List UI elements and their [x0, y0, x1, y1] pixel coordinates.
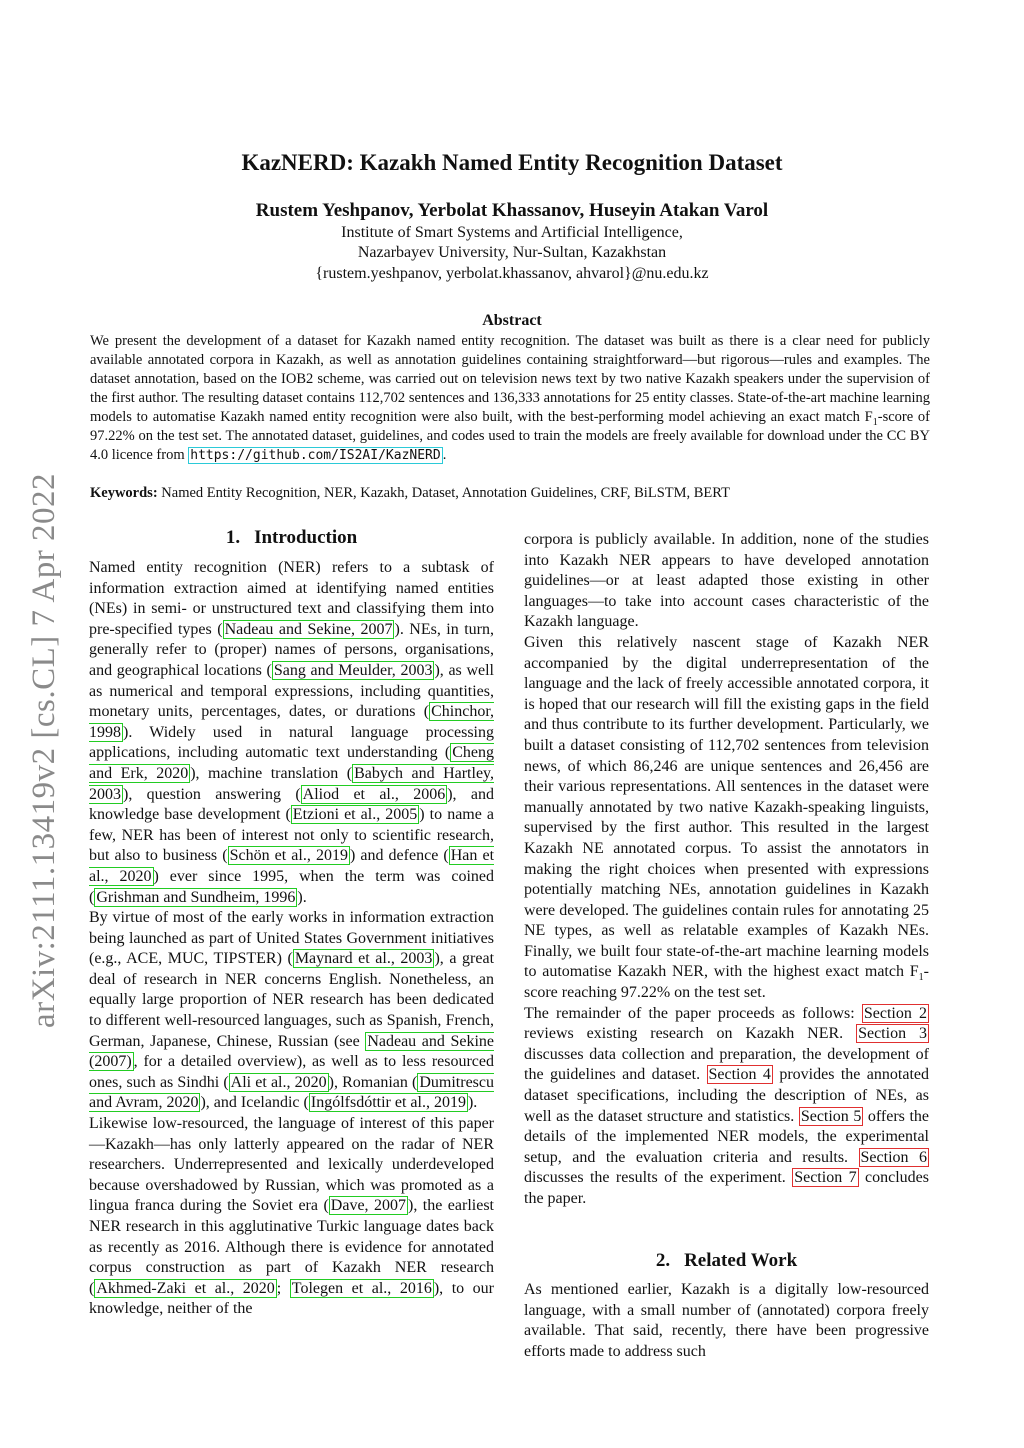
text: concludes the paper.	[524, 1169, 929, 1207]
f1-subscript: 1	[872, 416, 878, 428]
text: ) ever since 1995, when the term was coined (	[89, 867, 494, 906]
related-work-paragraph: As mentioned earlier, Kazakh is a digitally low-resourced language, with a small number of (annotated) corpora freely available. That said, recently, there have been progressive efforts made to address such	[524, 1281, 929, 1360]
text: ), Romanian (	[328, 1073, 418, 1091]
right-column	[524, 530, 929, 1210]
related-work-number: 2.	[655, 1250, 671, 1271]
text: ), machine translation (	[190, 764, 353, 782]
section-7-link[interactable]: Section 7	[794, 1169, 857, 1187]
text: reviews existing research on Kazakh NER.	[524, 1025, 857, 1043]
text: ), the earliest NER research in this agglutinative Turkic language dates back as recently as 2016. Although there is evidence for annotated corpus construction as part of Kazakh NER research (	[89, 1197, 494, 1297]
text: offers the details of the implemented NER models, the experimental setup, and the evaluation criteria and results.	[524, 1107, 929, 1166]
text: , for a detailed overview), as well as to less resourced ones, such as Sindhi (	[89, 1053, 494, 1091]
text: ), and Icelandic (	[200, 1094, 309, 1112]
citation-link[interactable]: Grishman and Sundheim, 1996	[96, 888, 296, 906]
intro-number: 1.	[225, 527, 241, 548]
citation-link[interactable]: Sang and Meulder, 2003	[273, 661, 433, 679]
citation-link[interactable]: Babych and Hartley, 2003	[89, 764, 495, 803]
text: ), and knowledge base development (	[89, 785, 494, 824]
arxiv-sidebar-id	[22, 460, 66, 1040]
keywords-label: Keywords:	[90, 485, 158, 501]
text: ).	[467, 1094, 478, 1112]
text: Given this relatively nascent stage of Kazakh NER accompanied by the digital underrepresentation of the language and the lack of freely accessible annotated corpora, it is hoped that our research will fill the existing gaps in the field and thus contribute to its further development. Particularly, we built a dataset consisting of 112,702 sentences from television news, of which 86,246 are unique sentences and 26,456 are their various representations. All sentences in the dataset were manually annotated by two native Kazakh-speaking linguists, supervised by the first author. This resulted in the largest Kazakh NE annotated corpus. To assist the annotators in making the right choices when presented with expressions potentially matching NEs, annotation guidelines in Kazakh were developed. The guidelines contain rules for annotating 25 NE types, as well as relatable examples of Kazakh NEs. Finally, we built four state-of-the-art machine learning models to automatise Kazakh NER, with the highest exact match F	[524, 633, 929, 981]
section-4-link[interactable]: Section 4	[708, 1066, 771, 1084]
citation-link[interactable]: Nadeau and Sekine (2007)	[89, 1032, 494, 1071]
text: ). Widely used in natural language processing applications, including automatic text understanding (	[89, 723, 494, 762]
citation-link[interactable]: Dave, 2007	[330, 1197, 406, 1215]
text: ;	[276, 1279, 290, 1297]
section-3-link[interactable]: Section 3	[858, 1025, 927, 1043]
text: discusses the results of the experiment.	[524, 1169, 793, 1187]
keywords-line	[90, 484, 930, 503]
related-work-heading	[524, 1250, 929, 1272]
text: ), as well as numerical and temporal expressions, including quantities, monetary units, percentages, dates, or durations (	[89, 661, 494, 721]
intro-paragraph-3	[89, 1114, 494, 1320]
section-5-link[interactable]: Section 5	[800, 1107, 862, 1125]
citation-link[interactable]: Etzioni et al., 2005	[292, 806, 418, 824]
section-6-link[interactable]: Section 6	[860, 1148, 927, 1166]
text: ), question answering (	[123, 785, 301, 803]
right-paragraph-1: corpora is publicly available. In addition, none of the studies into Kazakh NER appears to have developed annotation guidelines—or at least adapted those existing in other languages—to take into account cases characteristic of the Kazakh language.	[524, 531, 929, 631]
paper-title: KazNERD: Kazakh Named Entity Recognition Dataset	[241, 150, 783, 175]
citation-link[interactable]: Maynard et al., 2003	[294, 950, 433, 968]
author-list: Rustem Yeshpanov, Yerbolat Khassanov, Huseyin Atakan Varol	[255, 200, 769, 221]
citation-link[interactable]: Akhmed-Zaki et al., 2020	[96, 1279, 275, 1297]
affiliation-line-1: Institute of Smart Systems and Artificial Intelligence,	[341, 224, 683, 241]
author-emails: {rustem.yeshpanov, yerbolat.khassanov, ahvarol}@nu.edu.kz	[315, 265, 709, 282]
text: provides the annotated dataset specifications, including the description of NEs, as well as the dataset structure and statistics.	[524, 1066, 929, 1125]
citation-link[interactable]: Ingólfsdóttir et al., 2019	[310, 1094, 466, 1112]
abstract-heading: Abstract	[482, 312, 542, 329]
text: -score reaching 97.22% on the test set.	[524, 963, 929, 1002]
abstract-text-2: -score of 97.22% on the test set. The annotated dataset, guidelines, and codes used to train the models are freely available for download under the CC BY 4.0 licence from	[90, 409, 930, 463]
citation-link[interactable]: Schön et al., 2019	[229, 847, 348, 865]
related-work-body	[524, 1280, 929, 1362]
left-column	[89, 558, 494, 1320]
text: ). NEs, in turn, generally refer to (proper) names of persons, organisations, and geographical locations (	[89, 620, 494, 679]
affiliation-line-2: Nazarbayev University, Nur-Sultan, Kazakhstan	[357, 244, 667, 261]
right-paragraph-3	[524, 1004, 929, 1210]
right-paragraph-2	[524, 633, 929, 1004]
text: ), to our knowledge, neither of the	[89, 1279, 495, 1318]
arxiv-id-text: arXiv:2111.13419v2 [cs.CL] 7 Apr 2022	[25, 472, 62, 1028]
text: Likewise low-resourced, the language of interest of this paper—Kazakh—has only latterly appeared on the radar of NER researchers. Underrepresented and lexically underdeveloped because overshadowed by Russian, which was promoted as a lingua franca during the Soviet era (	[89, 1115, 494, 1215]
citation-link[interactable]: Nadeau and Sekine, 2007	[224, 620, 393, 638]
citation-link[interactable]: Tolegen et al., 2016	[291, 1279, 432, 1297]
github-url-link[interactable]: https://github.com/IS2AI/KazNERD	[190, 448, 441, 463]
text: ) and defence (	[349, 847, 449, 865]
abstract-body	[90, 332, 930, 465]
f1-subscript: 1	[918, 972, 924, 984]
text: ).	[297, 888, 307, 906]
citation-link[interactable]: Han et al., 2020	[89, 847, 495, 885]
citation-link[interactable]: Dumitrescu and Avram, 2020	[89, 1073, 494, 1112]
abstract-text-1: We present the development of a dataset for Kazakh named entity recognition. The dataset was built as there is a clear need for publicly available annotated corpora in Kazakh, as well as annotation guidelines containing straightforward—but rigorous—rules and examples. The dataset annotation, based on the IOB2 scheme, was carried out on television news text by two native Kazakh speakers under the supervision of the first author. The resulting dataset contains 112,702 sentences and 136,333 annotations for 25 entity classes. State-of-the-art machine learning models to automatise Kazakh named entity recognition were also built, with the best-performing model achieving an exact match F	[90, 333, 930, 425]
text: ), a great deal of research in NER concerns English. Nonetheless, an equally large proportion of NER research has been dedicated to different well-resourced languages, such as Spanish, French, German, Japanese, Chinese, Russian (see	[89, 950, 495, 1050]
citation-link[interactable]: Cheng and Erk, 2020	[89, 744, 494, 782]
citation-link[interactable]: Chinchor, 1998	[89, 703, 494, 741]
intro-title: Introduction	[254, 527, 358, 548]
citation-link[interactable]: Aliod et al., 2006	[302, 785, 446, 803]
text: The remainder of the paper proceeds as follows:	[524, 1004, 862, 1022]
text: discusses data collection and preparation, the development of the guidelines and dataset.	[524, 1045, 929, 1084]
citation-link[interactable]: Ali et al., 2020	[230, 1073, 327, 1091]
intro-paragraph-2	[89, 908, 494, 1114]
intro-paragraph-1	[89, 558, 494, 908]
section-2-link[interactable]: Section 2	[863, 1004, 928, 1022]
keywords-text: Named Entity Recognition, NER, Kazakh, Dataset, Annotation Guidelines, CRF, BiLSTM, BERT	[157, 485, 730, 501]
text: Named entity recognition (NER) refers to a subtask of information extraction aimed at identifying named entities (NEs) in semi- or unstructured text and classifying them into pre-specified types (	[89, 559, 494, 638]
text: By virtue of most of the early works in information extraction being launched as part of United States Government initiatives (e.g., ACE, MUC, TIPSTER) (	[89, 909, 494, 968]
abstract-end: .	[442, 447, 447, 463]
related-work-title: Related Work	[684, 1250, 798, 1271]
text: ) to name a few, NER has been of interest not only to scientific research, but also to business (	[89, 806, 495, 865]
intro-heading	[89, 527, 494, 549]
